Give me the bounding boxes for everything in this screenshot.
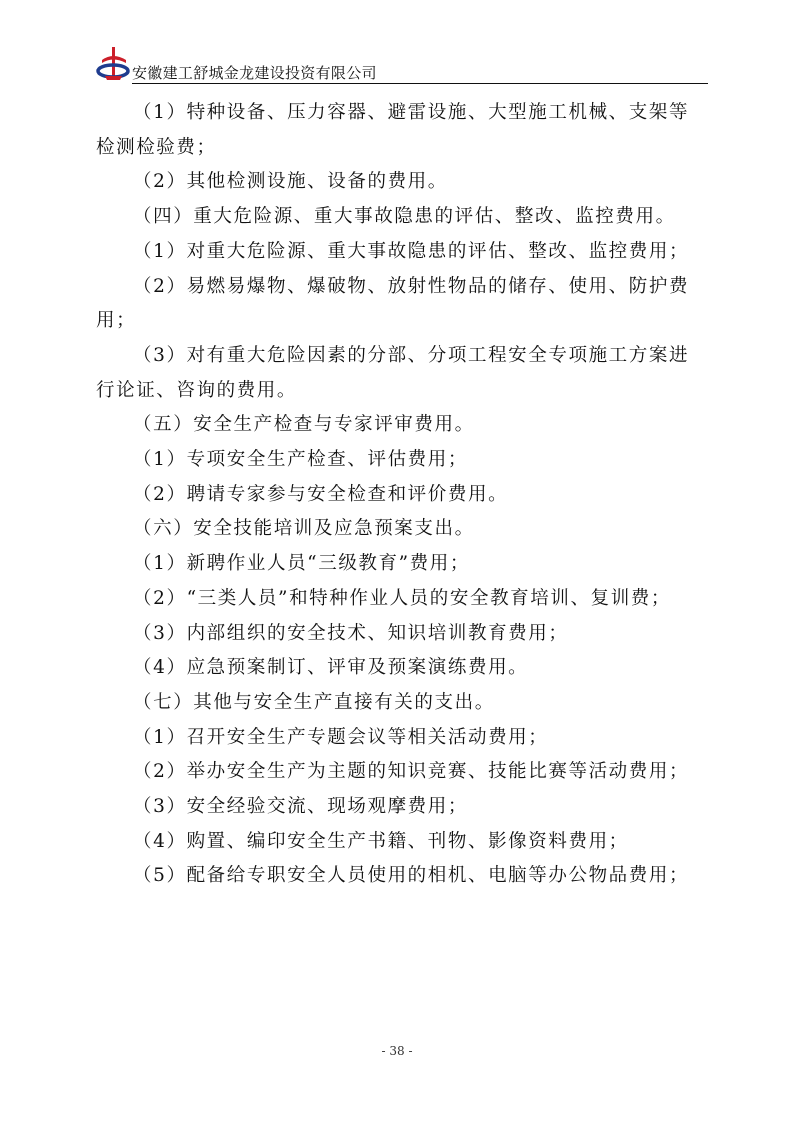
company-name: 安徽建工舒城金龙建设投资有限公司 xyxy=(132,64,377,82)
paragraph: （2）聘请专家参与安全检查和评价费用。 xyxy=(133,483,509,505)
paragraph: （4）购置、编印安全生产书籍、刊物、影像资料费用； xyxy=(133,830,629,852)
page-header xyxy=(96,42,708,88)
section-heading: （五）安全生产检查与专家评审费用。 xyxy=(133,414,475,436)
page-number: - 38 - xyxy=(381,1044,413,1058)
document-body xyxy=(96,96,708,894)
paragraph: （5）配备给专职安全人员使用的相机、电脑等办公物品费用； xyxy=(133,865,690,887)
paragraph: （1）召开安全生产专题会议等相关活动费用； xyxy=(133,726,549,748)
paragraph: （2）其他检测设施、设备的费用。 xyxy=(133,171,448,193)
paragraph: （1）专项安全生产检查、评估费用； xyxy=(133,449,468,471)
paragraph: （1）特种设备、压力容器、避雷设施、大型施工机械、支架等检测检验费； xyxy=(96,102,690,158)
paragraph: （3）内部组织的安全技术、知识培训教育费用； xyxy=(133,622,569,644)
paragraph: （3）安全经验交流、现场观摩费用； xyxy=(133,796,468,818)
section-heading: （六）安全技能培训及应急预案支出。 xyxy=(133,518,475,540)
paragraph: （2）“三类人员”和特种作业人员的安全教育培训、复训费； xyxy=(133,587,671,609)
paragraph: （1）新聘作业人员“三级教育”费用； xyxy=(133,553,470,575)
paragraph: （2）举办安全生产为主题的知识竞赛、技能比赛等活动费用； xyxy=(133,761,690,783)
section-heading: （七）其他与安全生产直接有关的支出。 xyxy=(133,691,495,713)
paragraph: （2）易燃易爆物、爆破物、放射性物品的储存、使用、防护费用； xyxy=(96,275,690,332)
header-rule xyxy=(132,83,708,84)
section-heading: （四）重大危险源、重大事故隐患的评估、整改、监控费用。 xyxy=(133,206,676,228)
paragraph: （3）对有重大危险因素的分部、分项工程安全专项施工方案进行论证、咨询的费用。 xyxy=(96,344,690,401)
paragraph: （4）应急预案制订、评审及预案演练费用。 xyxy=(133,657,529,679)
company-logo-icon xyxy=(96,46,130,84)
paragraph: （1）对重大危险源、重大事故隐患的评估、整改、监控费用； xyxy=(133,240,690,262)
